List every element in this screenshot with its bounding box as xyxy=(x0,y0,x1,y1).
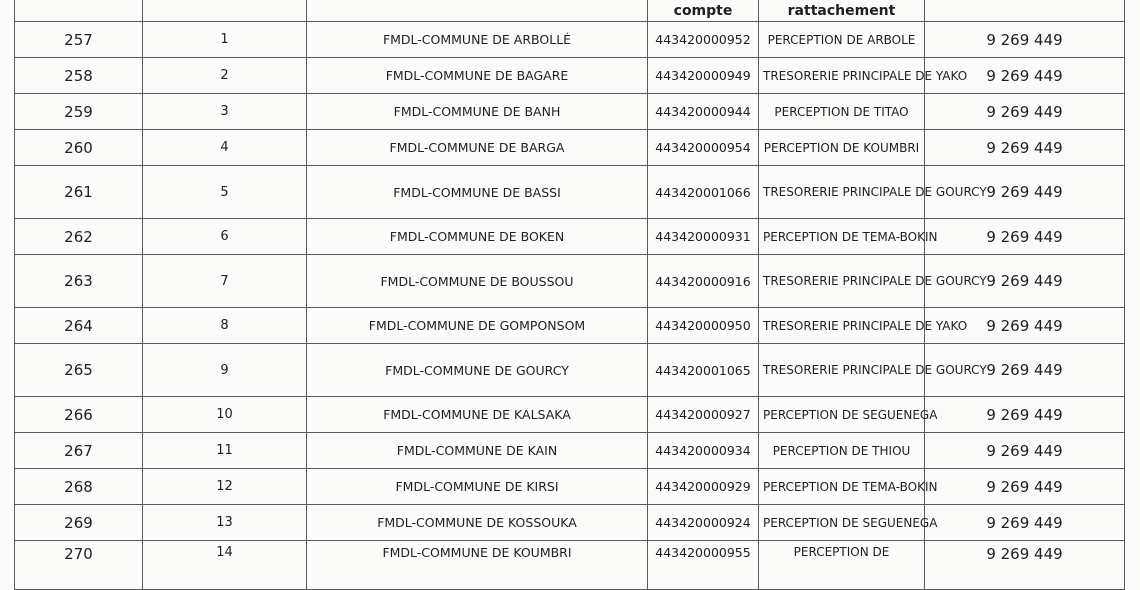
cell-attachment: PERCEPTION DE TEMA-BOKIN xyxy=(759,219,925,255)
header-cell-order-number xyxy=(143,0,307,22)
cell-account: 443420000929 xyxy=(648,469,759,505)
cell-attachment: PERCEPTION DE ARBOLE xyxy=(759,22,925,58)
cell-amount: 9 269 449 xyxy=(925,255,1125,308)
cell-order-number: 14 xyxy=(143,541,307,590)
cell-amount: 9 269 449 xyxy=(925,166,1125,219)
cell-amount: 9 269 449 xyxy=(925,397,1125,433)
table-header-row xyxy=(15,0,1125,22)
cell-amount: 9 269 449 xyxy=(925,94,1125,130)
table-row xyxy=(15,166,1125,219)
cell-account: 443420001066 xyxy=(648,166,759,219)
cell-attachment: TRESORERIE PRINCIPALE DE YAKO xyxy=(759,308,925,344)
cell-amount: 9 269 449 xyxy=(925,469,1125,505)
cell-account: 443420000931 xyxy=(648,219,759,255)
payment-table xyxy=(14,0,1125,590)
cell-beneficiary: FMDL-COMMUNE DE KIRSI xyxy=(307,469,648,505)
cell-amount: 9 269 449 xyxy=(925,22,1125,58)
cell-order-number: 7 xyxy=(143,255,307,308)
cell-global-number: 260 xyxy=(15,130,143,166)
cell-global-number: 261 xyxy=(15,166,143,219)
cell-beneficiary: FMDL-COMMUNE DE GOURCY xyxy=(307,344,648,397)
cell-beneficiary: FMDL-COMMUNE DE KOSSOUKA xyxy=(307,505,648,541)
cell-amount: 9 269 449 xyxy=(925,505,1125,541)
cell-beneficiary: FMDL-COMMUNE DE BASSI xyxy=(307,166,648,219)
table-row xyxy=(15,397,1125,433)
cell-global-number: 262 xyxy=(15,219,143,255)
cell-global-number: 258 xyxy=(15,58,143,94)
cell-account: 443420000952 xyxy=(648,22,759,58)
cell-beneficiary: FMDL-COMMUNE DE BOKEN xyxy=(307,219,648,255)
cell-order-number: 11 xyxy=(143,433,307,469)
cell-beneficiary: FMDL-COMMUNE DE BOUSSOU xyxy=(307,255,648,308)
cell-attachment: PERCEPTION DE SEGUENEGA xyxy=(759,505,925,541)
cell-beneficiary: FMDL-COMMUNE DE BANH xyxy=(307,94,648,130)
cell-order-number: 5 xyxy=(143,166,307,219)
cell-account: 443420000955 xyxy=(648,541,759,590)
cell-beneficiary: FMDL-COMMUNE DE BARGA xyxy=(307,130,648,166)
cell-global-number: 266 xyxy=(15,397,143,433)
header-cell-amount xyxy=(925,0,1125,22)
cell-account: 443420000927 xyxy=(648,397,759,433)
table-row xyxy=(15,308,1125,344)
cell-account: 443420000954 xyxy=(648,130,759,166)
table-row xyxy=(15,130,1125,166)
header-cell-account: compte xyxy=(648,0,759,22)
table-body xyxy=(15,0,1125,590)
table-row xyxy=(15,505,1125,541)
cell-attachment: TRESORERIE PRINCIPALE DE GOURCY xyxy=(759,166,925,219)
table-row xyxy=(15,219,1125,255)
cell-amount: 9 269 449 xyxy=(925,541,1125,590)
table-row xyxy=(15,433,1125,469)
table-row xyxy=(15,94,1125,130)
cell-order-number: 2 xyxy=(143,58,307,94)
table-row xyxy=(15,469,1125,505)
cell-global-number: 265 xyxy=(15,344,143,397)
cell-global-number: 269 xyxy=(15,505,143,541)
cell-amount: 9 269 449 xyxy=(925,58,1125,94)
cell-beneficiary: FMDL-COMMUNE DE BAGARE xyxy=(307,58,648,94)
cell-order-number: 8 xyxy=(143,308,307,344)
cell-attachment: PERCEPTION DE TEMA-BOKIN xyxy=(759,469,925,505)
cell-account: 443420001065 xyxy=(648,344,759,397)
cell-order-number: 1 xyxy=(143,22,307,58)
table-row xyxy=(15,255,1125,308)
cell-account: 443420000916 xyxy=(648,255,759,308)
cell-order-number: 9 xyxy=(143,344,307,397)
cell-global-number: 263 xyxy=(15,255,143,308)
header-cell-attachment: rattachement xyxy=(759,0,925,22)
cell-account: 443420000924 xyxy=(648,505,759,541)
cell-account: 443420000944 xyxy=(648,94,759,130)
cell-order-number: 3 xyxy=(143,94,307,130)
cell-attachment: PERCEPTION DE THIOU xyxy=(759,433,925,469)
cell-attachment: TRESORERIE PRINCIPALE DE GOURCY xyxy=(759,344,925,397)
cell-attachment: PERCEPTION DE TITAO xyxy=(759,94,925,130)
cell-order-number: 6 xyxy=(143,219,307,255)
table-row xyxy=(15,344,1125,397)
cell-account: 443420000950 xyxy=(648,308,759,344)
cell-amount: 9 269 449 xyxy=(925,344,1125,397)
cell-order-number: 10 xyxy=(143,397,307,433)
cell-global-number: 267 xyxy=(15,433,143,469)
cell-attachment: TRESORERIE PRINCIPALE DE GOURCY xyxy=(759,255,925,308)
cell-amount: 9 269 449 xyxy=(925,433,1125,469)
cell-order-number: 13 xyxy=(143,505,307,541)
cell-account: 443420000934 xyxy=(648,433,759,469)
cell-order-number: 4 xyxy=(143,130,307,166)
cell-account: 443420000949 xyxy=(648,58,759,94)
header-cell-global-number xyxy=(15,0,143,22)
cell-attachment: PERCEPTION DE KOUMBRI xyxy=(759,130,925,166)
cell-global-number: 259 xyxy=(15,94,143,130)
cell-amount: 9 269 449 xyxy=(925,308,1125,344)
cell-global-number: 264 xyxy=(15,308,143,344)
cell-attachment: PERCEPTION DE xyxy=(759,541,925,590)
table-row xyxy=(15,541,1125,590)
header-cell-beneficiary xyxy=(307,0,648,22)
cell-amount: 9 269 449 xyxy=(925,130,1125,166)
cell-order-number: 12 xyxy=(143,469,307,505)
cell-beneficiary: FMDL-COMMUNE DE KOUMBRI xyxy=(307,541,648,590)
cell-amount: 9 269 449 xyxy=(925,219,1125,255)
cell-beneficiary: FMDL-COMMUNE DE KALSAKA xyxy=(307,397,648,433)
cell-beneficiary: FMDL-COMMUNE DE KAIN xyxy=(307,433,648,469)
table-row xyxy=(15,58,1125,94)
cell-global-number: 270 xyxy=(15,541,143,590)
cell-global-number: 257 xyxy=(15,22,143,58)
cell-attachment: TRESORERIE PRINCIPALE DE YAKO xyxy=(759,58,925,94)
cell-global-number: 268 xyxy=(15,469,143,505)
cell-beneficiary: FMDL-COMMUNE DE GOMPONSOM xyxy=(307,308,648,344)
table-row xyxy=(15,22,1125,58)
cell-attachment: PERCEPTION DE SEGUENEGA xyxy=(759,397,925,433)
cell-beneficiary: FMDL-COMMUNE DE ARBOLLÉ xyxy=(307,22,648,58)
